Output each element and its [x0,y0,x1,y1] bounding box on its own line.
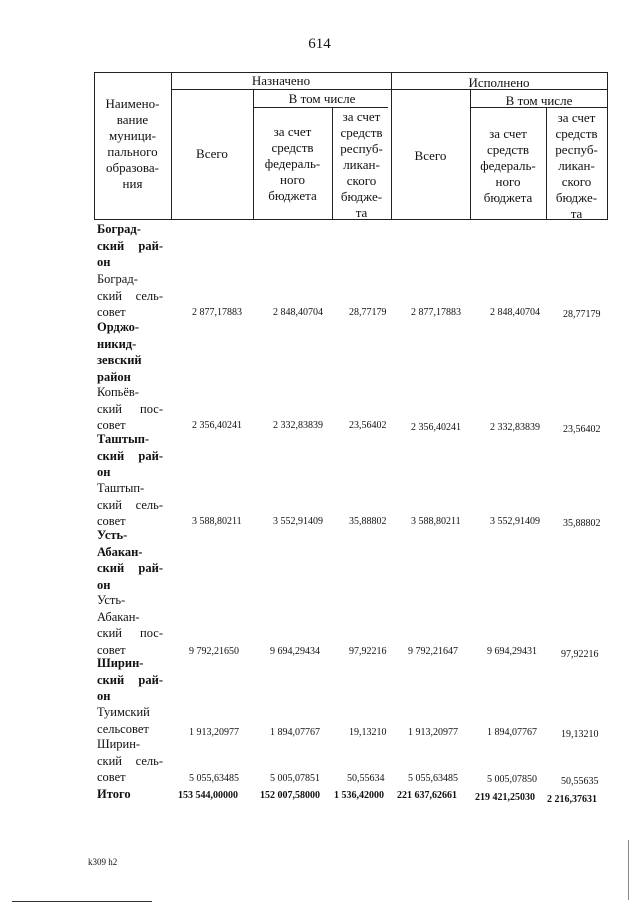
cell-assigned-republican: 50,55634 [347,773,385,784]
cell-assigned-total: 3 588,80211 [192,516,242,527]
row-name-line: Боград- [97,222,141,236]
cell-executed-republican: 23,56402 [563,424,601,435]
cell-assigned-federal: 5 005,07851 [270,773,320,784]
cell-executed-federal: 2 848,40704 [490,307,540,318]
header-republican-assigned: за счет средств респуб- ликан- ского бюдже- та [340,109,383,220]
cell-assigned-total: 9 792,21650 [189,646,239,657]
row-name-line: Абакан- [97,609,140,624]
cell-executed-republican: 35,88802 [563,518,601,529]
cell-executed-federal: 1 894,07767 [487,727,537,738]
header-total-executed: Всего [414,148,447,163]
row-name-line: никид- [97,336,137,351]
cell-executed-republican: 28,77179 [563,309,601,320]
cell-assigned-total: 2 356,40241 [192,420,242,431]
cell-executed-republican: 50,55635 [561,776,599,787]
row-name-line: совет [97,418,126,432]
row-name-line: Ширин- [97,737,141,751]
total-row-label: Итого [97,787,131,801]
total-assigned-total: 153 544,00000 [178,790,238,801]
cell-assigned-republican: 97,92216 [349,646,387,657]
row-name-line: Абакан- [97,544,143,559]
row-name-line: ский рай- [97,238,163,253]
table-row-district [97,655,163,705]
table-row-district [97,527,163,593]
header-including-assigned: В том числе [288,91,356,106]
row-name-line: Таштып- [97,432,150,446]
table-row-settlement [97,736,163,786]
row-name-line: Усть- [97,593,126,607]
header-total-assigned: Всего [196,146,228,161]
cell-executed-total: 5 055,63485 [408,773,458,784]
total-executed-republican: 2 216,37631 [547,794,597,805]
row-name-line: ский сель- [97,288,163,303]
row-name-line: ский сель- [97,753,163,768]
page-number: 614 [308,36,331,52]
row-name-line: совет [97,770,126,784]
cell-assigned-republican: 19,13210 [349,727,387,738]
footer-code: k309 h2 [88,857,118,867]
vline-4 [391,72,392,219]
cell-assigned-total: 5 055,63485 [189,773,239,784]
row-name-line: Туимский [97,705,150,719]
bottom-rule [12,901,152,902]
row-name-line: совет [97,514,126,528]
cell-assigned-federal: 2 848,40704 [273,307,323,318]
row-name-line: Орджо- [97,320,139,334]
cell-assigned-republican: 23,56402 [349,420,387,431]
table-row-district [97,319,142,385]
header-assigned: Назначено [251,73,311,88]
table-row-district [97,221,163,271]
cell-assigned-federal: 2 332,83839 [273,420,323,431]
total-executed-federal: 219 421,25030 [475,792,535,803]
cell-executed-total: 2 356,40241 [411,422,461,433]
table-row-settlement [97,384,163,434]
cell-executed-total: 3 588,80211 [411,516,461,527]
cell-executed-total: 9 792,21647 [408,646,458,657]
header-including-executed: В том числе [505,93,573,108]
row-name-line: он [97,465,111,479]
cell-executed-total: 1 913,20977 [408,727,458,738]
header-federal-assigned: за счет средств федераль- ного бюджета [264,124,321,203]
cell-executed-federal: 3 552,91409 [490,516,540,527]
header-rule-2a [253,107,388,108]
row-name-line: Ширин- [97,656,144,670]
row-name-line: ский рай- [97,561,163,575]
cell-executed-federal: 5 005,07850 [487,774,537,785]
table-row-settlement [97,704,150,737]
cell-assigned-federal: 3 552,91409 [273,516,323,527]
cell-assigned-federal: 1 894,07767 [270,727,320,738]
row-name-line: ский пос- [97,626,163,640]
row-name-line: Усть- [97,528,128,542]
header-executed: Исполнено [468,75,530,90]
total-assigned-republican: 1 536,42000 [334,790,384,801]
row-name-line: Таштып- [97,481,145,495]
row-name-line: ский сель- [97,497,163,512]
row-name-line: ский пос- [97,401,163,416]
table-row-district [97,431,163,481]
table-row-settlement [97,592,163,658]
table-row-settlement [97,480,163,530]
cell-executed-federal: 2 332,83839 [490,422,540,433]
row-name-line: Боград- [97,272,138,286]
cell-assigned-total: 2 877,17883 [192,307,242,318]
scan-edge-mark [628,840,629,900]
cell-executed-federal: 9 694,29431 [487,646,537,657]
row-name-line: он [97,689,111,703]
cell-executed-republican: 97,92216 [561,649,599,660]
row-name-line: район [97,369,131,384]
row-name-line: совет [97,642,126,657]
cell-assigned-total: 1 913,20977 [189,727,239,738]
row-name-line: сельсовет [97,721,149,736]
table-row-settlement [97,271,163,321]
cell-executed-total: 2 877,17883 [411,307,461,318]
row-name-line: Копьёв- [97,385,139,399]
cell-assigned-federal: 9 694,29434 [270,646,320,657]
header-name-column: Наимено- вание муници- пального образова- ния [105,96,160,191]
row-name-line: ский рай- [97,448,163,463]
total-assigned-federal: 152 007,58000 [260,790,320,801]
row-name-line: зевский [97,353,142,367]
cell-assigned-republican: 35,88802 [349,516,387,527]
header-federal-executed: за счет средств федераль- ного бюджета [480,126,536,205]
row-name-line: ский рай- [97,672,163,687]
row-name-line: он [97,255,111,269]
cell-assigned-republican: 28,77179 [349,307,387,318]
row-name-line: он [97,577,111,592]
row-name-line: совет [97,305,126,319]
cell-executed-republican: 19,13210 [561,729,599,740]
header-republican-executed: за счет средств респуб- ликан- ского бюдже- та [555,110,598,221]
total-executed-total: 221 637,62661 [397,790,457,801]
